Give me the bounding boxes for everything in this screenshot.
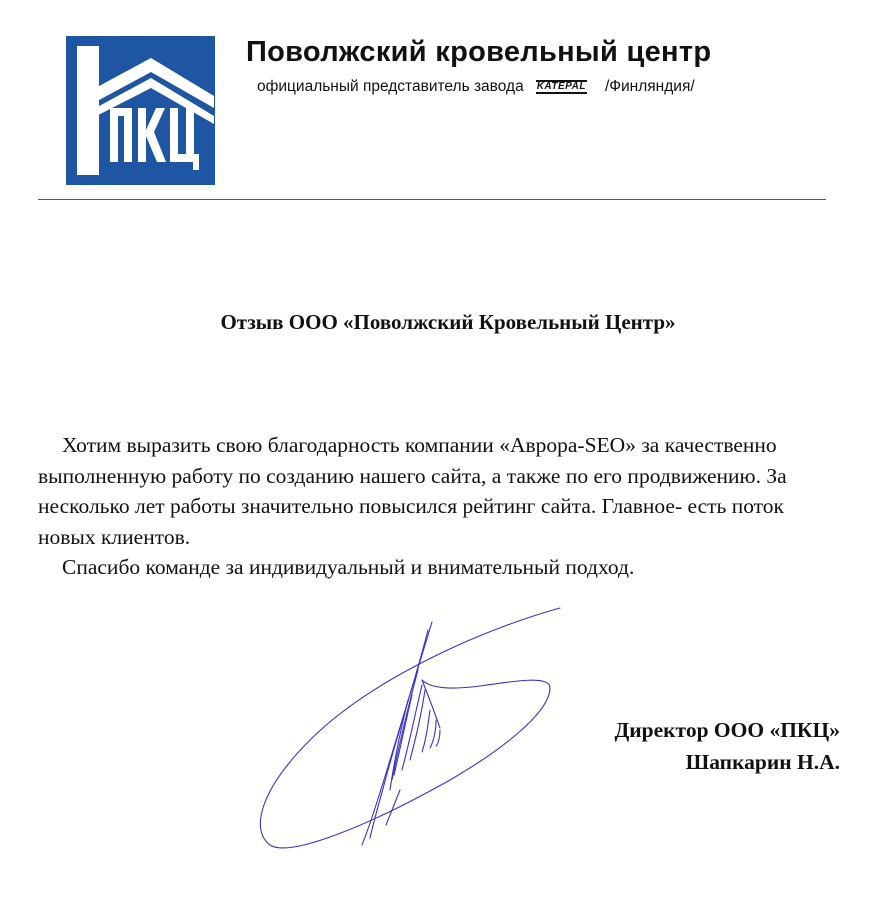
document-title: Отзыв ООО «Поволжский Кровельный Центр» xyxy=(220,310,676,334)
signatory-position: Директор ООО «ПКЦ» xyxy=(614,718,840,742)
company-tagline xyxy=(257,78,695,96)
header-divider xyxy=(38,199,826,200)
company-logo xyxy=(66,36,215,185)
house-roof-logo-icon xyxy=(66,36,215,185)
handwritten-signature xyxy=(250,600,590,865)
body-paragraph: Хотим выразить свою благодарность компании «Аврора-SEO» за качественно выполненную работу по созданию нашего сайта, а также по его продвижению. За несколько лет работы значительно повысился рейтинг сайта. Главное- есть поток новых клиентов. xyxy=(38,433,787,549)
katepal-brand-logo: KATEPAL xyxy=(536,81,586,92)
tagline-suffix: /Финляндия/ xyxy=(604,78,695,95)
document-body xyxy=(38,430,838,583)
company-name: Поволжский кровельный центр xyxy=(246,36,712,68)
tagline-prefix: официальный представитель завода xyxy=(257,78,524,95)
signatory-block xyxy=(614,714,840,778)
body-paragraph: Спасибо команде за индивидуальный и внимательный подход. xyxy=(62,555,635,579)
signature-icon xyxy=(250,600,590,860)
signatory-name: Шапкарин Н.А. xyxy=(685,750,840,774)
